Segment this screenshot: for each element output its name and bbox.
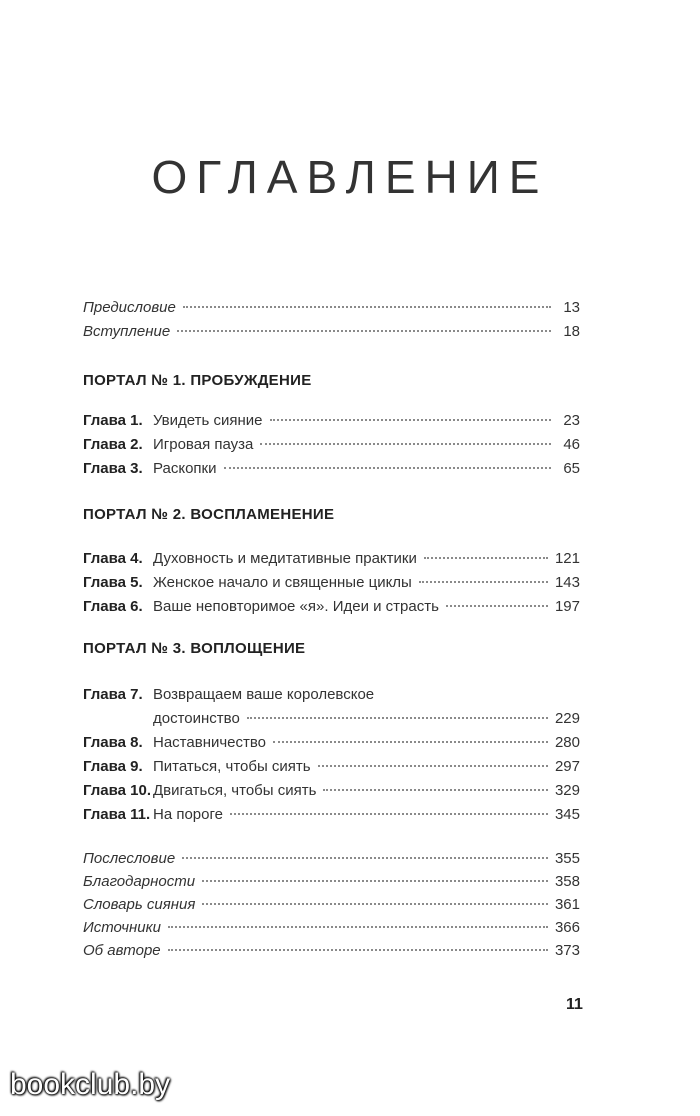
toc-entry-introduction[interactable]	[83, 322, 580, 342]
chapter-label: Глава 3.	[83, 460, 143, 477]
entry-title: Наставничество	[153, 734, 267, 751]
toc-entry-chapter-11[interactable]	[83, 805, 580, 825]
chapter-label: Глава 1.	[83, 412, 143, 429]
entry-page: 355	[554, 850, 580, 867]
entry-page: 23	[563, 412, 580, 429]
dot-leader	[419, 581, 548, 583]
entry-page: 373	[554, 942, 580, 959]
toc-entry-chapter-5[interactable]	[83, 573, 580, 593]
entry-page: 121	[554, 550, 580, 567]
toc-entry-glossary[interactable]	[83, 895, 580, 915]
dot-leader	[202, 880, 548, 882]
entry-page: 280	[554, 734, 580, 751]
toc-entry-chapter-6[interactable]	[83, 597, 580, 617]
entry-title: Вступление	[83, 323, 171, 340]
entry-title: Раскопки	[153, 460, 217, 477]
chapter-label: Глава 4.	[83, 550, 143, 567]
chapter-label: Глава 9.	[83, 758, 143, 775]
entry-title: Источники	[83, 919, 162, 936]
entry-title: Благодарности	[83, 873, 196, 890]
dot-leader	[446, 605, 548, 607]
entry-title: Двигаться, чтобы сиять	[153, 782, 317, 799]
entry-page: 329	[554, 782, 580, 799]
entry-title: Ваше неповторимое «я». Идеи и страсть	[153, 598, 439, 615]
dot-leader	[224, 467, 552, 469]
entry-title: На пороге	[153, 806, 223, 823]
dot-leader	[168, 949, 548, 951]
toc-entry-chapter-4[interactable]	[83, 549, 580, 569]
entry-title: Предисловие	[83, 299, 176, 316]
toc-entry-chapter-8[interactable]	[83, 733, 580, 753]
entry-page: 65	[563, 460, 580, 477]
dot-leader	[177, 330, 551, 332]
chapter-label: Глава 8.	[83, 734, 143, 751]
entry-title: Женское начало и священные циклы	[153, 574, 412, 591]
dot-leader	[230, 813, 548, 815]
toc-entry-chapter-7[interactable]	[83, 685, 580, 705]
entry-page: 358	[554, 873, 580, 890]
entry-page: 361	[554, 896, 580, 913]
entry-page: 229	[554, 710, 580, 727]
entry-title: Возвращаем ваше королевское	[153, 686, 375, 703]
chapter-label: Глава 11.	[83, 806, 151, 823]
portal-heading-2: ПОРТАЛ № 2. ВОСПЛАМЕНЕНИЕ	[83, 506, 335, 523]
entry-page: 345	[554, 806, 580, 823]
portal-heading-1: ПОРТАЛ № 1. ПРОБУЖДЕНИЕ	[83, 372, 312, 389]
toc-entry-sources[interactable]	[83, 918, 580, 938]
dot-leader	[247, 717, 548, 719]
toc-entry-acknowledgements[interactable]	[83, 872, 580, 892]
dot-leader	[323, 789, 548, 791]
entry-page: 197	[554, 598, 580, 615]
portal-heading-3: ПОРТАЛ № 3. ВОПЛОЩЕНИЕ	[83, 640, 306, 657]
entry-title: Об авторе	[83, 942, 161, 959]
entry-page: 46	[563, 436, 580, 453]
watermark: bookclub.by	[10, 1068, 171, 1101]
toc-entry-chapter-9[interactable]	[83, 757, 580, 777]
dot-leader	[273, 741, 548, 743]
entry-page: 18	[563, 323, 580, 340]
entry-title: Игровая пауза	[153, 436, 254, 453]
entry-page: 143	[554, 574, 580, 591]
dot-leader	[270, 419, 552, 421]
entry-title-line2: достоинство	[153, 710, 240, 727]
dot-leader	[168, 926, 548, 928]
entry-page: 366	[554, 919, 580, 936]
entry-title: Питаться, чтобы сиять	[153, 758, 311, 775]
toc-entry-chapter-3[interactable]	[83, 459, 580, 479]
entry-title: Увидеть сияние	[153, 412, 263, 429]
entry-title: Послесловие	[83, 850, 176, 867]
entry-page: 297	[554, 758, 580, 775]
chapter-label: Глава 6.	[83, 598, 143, 615]
dot-leader	[202, 903, 548, 905]
entry-title: Словарь сияния	[83, 896, 196, 913]
toc-entry-preface[interactable]	[83, 298, 580, 318]
dot-leader	[260, 443, 551, 445]
toc-entry-chapter-7-continued[interactable]	[153, 709, 580, 729]
chapter-label: Глава 2.	[83, 436, 143, 453]
toc-entry-about-author[interactable]	[83, 941, 580, 961]
dot-leader	[424, 557, 548, 559]
toc-entry-chapter-10[interactable]	[83, 781, 580, 801]
page-title: ОГЛАВЛЕНИЕ	[151, 151, 549, 203]
chapter-label: Глава 10.	[83, 782, 152, 799]
dot-leader	[183, 306, 551, 308]
dot-leader	[182, 857, 548, 859]
entry-page: 13	[563, 299, 580, 316]
toc-entry-chapter-1[interactable]	[83, 411, 580, 431]
toc-entry-afterword[interactable]	[83, 849, 580, 869]
dot-leader	[318, 765, 548, 767]
chapter-label: Глава 7.	[83, 686, 143, 703]
toc-entry-chapter-2[interactable]	[83, 435, 580, 455]
page-number: 11	[566, 996, 583, 1013]
chapter-label: Глава 5.	[83, 574, 143, 591]
entry-title: Духовность и медитативные практики	[153, 550, 417, 567]
